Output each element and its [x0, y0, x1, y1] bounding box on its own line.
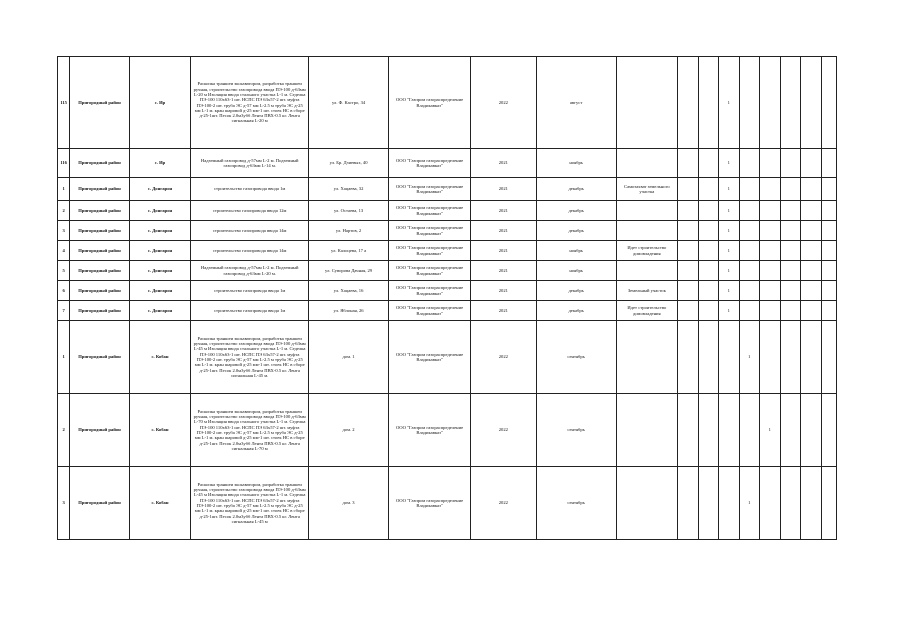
- work-description-cell: Надземный газопровод д-57мм L-2 м. Подземный газопровод д-63мм L-14 м.: [191, 149, 309, 178]
- work-description-cell: строительство газопровода ввода 14м: [191, 241, 309, 261]
- organization-cell: ООО "Газпром газораспределение Владикавказ": [389, 201, 471, 221]
- region-cell: Пригородный район: [70, 321, 129, 394]
- mark-cell: [821, 178, 836, 201]
- row-number: 6: [58, 281, 70, 301]
- organization-cell: ООО "Газпром газораспределение Владикавказ": [389, 281, 471, 301]
- year-cell: 2021: [471, 178, 537, 201]
- year-cell: 2021: [471, 201, 537, 221]
- mark-cell: [801, 281, 822, 301]
- organization-cell: ООО "Газпром газораспределение Владикавказ": [389, 149, 471, 178]
- organization-cell: ООО "Газпром газораспределение Владикавказ": [389, 261, 471, 281]
- table-row: [58, 301, 837, 321]
- note-cell: Самозахват земельного участка: [616, 178, 678, 201]
- organization-cell: ООО "Газпром газораспределение Владикавказ": [389, 394, 471, 467]
- mark-cell: [739, 301, 760, 321]
- mark-cell: [801, 394, 822, 467]
- row-number: 1: [58, 178, 70, 201]
- mark-cell: [719, 467, 740, 540]
- settlement-cell: с. Донгарон: [129, 281, 191, 301]
- mark-cell: [821, 281, 836, 301]
- settlement-cell: с. Донгарон: [129, 301, 191, 321]
- mark-cell: [678, 301, 699, 321]
- region-cell: Пригородный район: [70, 241, 129, 261]
- mark-cell: [678, 281, 699, 301]
- mark-cell: [780, 178, 801, 201]
- address-cell: ул. Ф. Кастро, 34: [309, 57, 389, 149]
- row-number: 5: [58, 261, 70, 281]
- mark-cell: [698, 149, 719, 178]
- mark-cell: [739, 394, 760, 467]
- mark-cell: [698, 321, 719, 394]
- organization-cell: ООО "Газпром газораспределение Владикавказ": [389, 321, 471, 394]
- row-number: 1: [58, 321, 70, 394]
- mark-cell: [780, 281, 801, 301]
- settlement-cell: с. Кобан: [129, 467, 191, 540]
- year-cell: 2022: [471, 394, 537, 467]
- note-cell: [616, 221, 678, 241]
- mark-cell: [739, 178, 760, 201]
- row-number: 7: [58, 301, 70, 321]
- mark-cell: [678, 467, 699, 540]
- mark-cell: [719, 321, 740, 394]
- mark-cell: [780, 149, 801, 178]
- mark-cell: [780, 301, 801, 321]
- mark-cell: [698, 261, 719, 281]
- gasification-table: [57, 56, 837, 540]
- year-cell: 2021: [471, 301, 537, 321]
- month-cell: ноябрь: [536, 261, 616, 281]
- year-cell: 2021: [471, 149, 537, 178]
- mark-cell: [780, 261, 801, 281]
- mark-cell: [678, 261, 699, 281]
- mark-cell: [698, 467, 719, 540]
- mark-cell: [698, 281, 719, 301]
- note-cell: [616, 149, 678, 178]
- settlement-cell: с. Ир: [129, 149, 191, 178]
- settlement-cell: с. Донгарон: [129, 178, 191, 201]
- settlement-cell: с. Ир: [129, 57, 191, 149]
- mark-cell: [821, 394, 836, 467]
- month-cell: сентябрь: [536, 394, 616, 467]
- month-cell: ноябрь: [536, 241, 616, 261]
- table-row: [58, 281, 837, 301]
- mark-cell: [739, 281, 760, 301]
- mark-cell: [821, 221, 836, 241]
- mark-cell: [678, 321, 699, 394]
- address-cell: ул. Остаева, 13: [309, 201, 389, 221]
- mark-cell: [678, 178, 699, 201]
- mark-cell: 1: [719, 57, 740, 149]
- note-cell: Идет строительство домовладения: [616, 301, 678, 321]
- year-cell: 2021: [471, 221, 537, 241]
- mark-cell: [780, 241, 801, 261]
- mark-cell: 1: [719, 241, 740, 261]
- settlement-cell: с. Кобан: [129, 394, 191, 467]
- mark-cell: [698, 301, 719, 321]
- mark-cell: [821, 57, 836, 149]
- mark-cell: [780, 221, 801, 241]
- organization-cell: ООО "Газпром газораспределение Владикавказ": [389, 301, 471, 321]
- mark-cell: 1: [719, 178, 740, 201]
- note-cell: Земельный участок: [616, 281, 678, 301]
- table-row: [58, 221, 837, 241]
- address-cell: ул. Хацаева, 32: [309, 178, 389, 201]
- mark-cell: 1: [719, 221, 740, 241]
- month-cell: август: [536, 57, 616, 149]
- organization-cell: ООО "Газпром газораспределение Владикавказ": [389, 57, 471, 149]
- mark-cell: 1: [719, 261, 740, 281]
- row-number: 116: [58, 149, 70, 178]
- mark-cell: [760, 221, 781, 241]
- mark-cell: [678, 241, 699, 261]
- work-description-cell: Раскопка траншеи экскаватором, разработка траншеи ручная, строительство газопровода ввода ПЭ-100 д-63мм L-45 м Изоляция ввода стального участка L-1 м. Седелка ПЭ-100 110х63-1 шт. НСПС ПЭ 63х57-2 шт. муфта ПЭ-100-2 шт. труба ЭС д-57 мм L-2.5 м труба ЭС д-25 мм L-1 м. кран шаровой д-25 мм-1 шт. стоек НС в сборе д-25-1шт. Песок 2.0м3убб Лента ПВХ-0.5 кг. Лента сигнальная L-45 м.: [191, 321, 309, 394]
- mark-cell: [678, 201, 699, 221]
- mark-cell: [760, 241, 781, 261]
- work-description-cell: строительство газопровода ввода 1м: [191, 281, 309, 301]
- organization-cell: ООО "Газпром газораспределение Владикавказ": [389, 178, 471, 201]
- row-number: 4: [58, 241, 70, 261]
- mark-cell: [739, 57, 760, 149]
- mark-cell: 1: [719, 301, 740, 321]
- note-cell: [616, 201, 678, 221]
- note-cell: [616, 261, 678, 281]
- address-cell: дом. 1: [309, 321, 389, 394]
- month-cell: декабрь: [536, 221, 616, 241]
- month-cell: ноябрь: [536, 149, 616, 178]
- table-row: [58, 57, 837, 149]
- work-description-cell: строительство газопровода ввода 12м: [191, 201, 309, 221]
- settlement-cell: с. Донгарон: [129, 201, 191, 221]
- mark-cell: [739, 201, 760, 221]
- work-description-cell: строительство газопровода ввода 1м: [191, 178, 309, 201]
- mark-cell: [821, 321, 836, 394]
- mark-cell: [760, 261, 781, 281]
- mark-cell: [760, 201, 781, 221]
- settlement-cell: с. Донгарон: [129, 261, 191, 281]
- region-cell: Пригородный район: [70, 394, 129, 467]
- row-number: 2: [58, 394, 70, 467]
- mark-cell: 1: [719, 281, 740, 301]
- mark-cell: [801, 321, 822, 394]
- month-cell: декабрь: [536, 178, 616, 201]
- settlement-cell: с. Донгарон: [129, 221, 191, 241]
- address-cell: ул. Бр. Дзиевых, 40: [309, 149, 389, 178]
- mark-cell: [801, 57, 822, 149]
- mark-cell: 1: [760, 394, 781, 467]
- note-cell: [616, 394, 678, 467]
- mark-cell: [698, 201, 719, 221]
- address-cell: дом. 2: [309, 394, 389, 467]
- mark-cell: [821, 261, 836, 281]
- mark-cell: [821, 301, 836, 321]
- mark-cell: [801, 261, 822, 281]
- mark-cell: [678, 221, 699, 241]
- region-cell: Пригородный район: [70, 57, 129, 149]
- table-row: [58, 394, 837, 467]
- mark-cell: [780, 321, 801, 394]
- month-cell: сентябрь: [536, 321, 616, 394]
- mark-cell: [678, 57, 699, 149]
- year-cell: 2021: [471, 281, 537, 301]
- mark-cell: [780, 394, 801, 467]
- region-cell: Пригородный район: [70, 261, 129, 281]
- work-description-cell: Раскопка траншеи экскаватором, разработка траншеи ручная, строительство газопровода ввода ПЭ-100 д-63мм L-20 м Изоляция ввода стального участка L-1 м. Седелка ПЭ-100 110х63-1 шт. НСПС ПЭ 63х57-2 шт. муфта ПЭ-100-2 шт. труба ЭС д-57 мм L-2.5 м труба ЭС д-25 мм L-1 м. кран шаровой д-25 мм-1 шт. стоек НС в сборе д-25-1шт. Песок 2.0м3убб Лента ПВХ-0.5 кг. Лента сигнальная L-20 м: [191, 57, 309, 149]
- mark-cell: 1: [739, 321, 760, 394]
- year-cell: 2021: [471, 261, 537, 281]
- mark-cell: [760, 178, 781, 201]
- mark-cell: [821, 241, 836, 261]
- organization-cell: ООО "Газпром газораспределение Владикавказ": [389, 221, 471, 241]
- work-description-cell: Раскопка траншеи экскаватором, разработка траншеи ручная, строительство газопровода ввода ПЭ-100 д-63мм L-45 м Изоляция ввода стального участка L-1 м. Седелка ПЭ-100 110х63-1 шт. НСПС ПЭ 63х57-2 шт. муфта ПЭ-100-2 шт. труба ЭС д-57 мм L-2.5 м труба ЭС д-25 мм L-1 м. кран шаровой д-25 мм-1 шт. стоек НС в сборе д-25-1шт. Песок 2.0м3убб Лента ПВХ-0.5 кг. Лента сигнальная L-45 м: [191, 467, 309, 540]
- table-row: [58, 178, 837, 201]
- mark-cell: [760, 301, 781, 321]
- mark-cell: [801, 241, 822, 261]
- mark-cell: [780, 467, 801, 540]
- month-cell: декабрь: [536, 301, 616, 321]
- organization-cell: ООО "Газпром газораспределение Владикавказ": [389, 467, 471, 540]
- mark-cell: [760, 281, 781, 301]
- work-description-cell: Раскопка траншеи экскаватором, разработка траншеи ручная, строительство газопровода ввода ПЭ-100 д-63мм L-70 м Изоляция ввода стального участка L-1 м. Седелка ПЭ-100 110х63-1 шт. НСПС ПЭ 63х57-2 шт. муфта ПЭ-100-2 шт. труба ЭС д-57 мм L-2.5 м труба ЭС д-25 мм L-1 м. кран шаровой д-25 мм-1 шт. стоек НС в сборе д-25-1шт. Песок 2.0м3убб Лента ПВХ-0.5 кг. Лента сигнальная L-70 м: [191, 394, 309, 467]
- region-cell: Пригородный район: [70, 467, 129, 540]
- address-cell: ул. Калоцева, 17 а: [309, 241, 389, 261]
- mark-cell: [821, 149, 836, 178]
- row-number: 115: [58, 57, 70, 149]
- table-row: [58, 201, 837, 221]
- mark-cell: [739, 261, 760, 281]
- month-cell: сентябрь: [536, 467, 616, 540]
- table-row: [58, 467, 837, 540]
- mark-cell: [719, 394, 740, 467]
- mark-cell: [760, 149, 781, 178]
- row-number: 3: [58, 467, 70, 540]
- mark-cell: 1: [719, 201, 740, 221]
- mark-cell: [698, 221, 719, 241]
- mark-cell: [678, 394, 699, 467]
- mark-cell: [780, 201, 801, 221]
- work-description-cell: строительство газопровода ввода 14м: [191, 221, 309, 241]
- region-cell: Пригородный район: [70, 201, 129, 221]
- address-cell: дом. 3: [309, 467, 389, 540]
- table-row: [58, 241, 837, 261]
- mark-cell: [801, 221, 822, 241]
- region-cell: Пригородный район: [70, 301, 129, 321]
- region-cell: Пригородный район: [70, 221, 129, 241]
- year-cell: 2021: [471, 241, 537, 261]
- note-cell: [616, 467, 678, 540]
- mark-cell: [801, 149, 822, 178]
- mark-cell: [739, 221, 760, 241]
- mark-cell: [801, 467, 822, 540]
- mark-cell: [698, 178, 719, 201]
- settlement-cell: с. Донгарон: [129, 241, 191, 261]
- note-cell: [616, 57, 678, 149]
- settlement-cell: с. Кобан: [129, 321, 191, 394]
- mark-cell: [780, 57, 801, 149]
- mark-cell: [739, 149, 760, 178]
- mark-cell: [801, 178, 822, 201]
- work-description-cell: строительство газопровода ввода 1м: [191, 301, 309, 321]
- mark-cell: [760, 57, 781, 149]
- table-row: [58, 321, 837, 394]
- mark-cell: [821, 467, 836, 540]
- month-cell: декабрь: [536, 201, 616, 221]
- mark-cell: 1: [739, 467, 760, 540]
- mark-cell: [698, 57, 719, 149]
- address-cell: ул. Хацаева, 16: [309, 281, 389, 301]
- mark-cell: [801, 301, 822, 321]
- row-number: 3: [58, 221, 70, 241]
- address-cell: ул. Суворова Дачная, 29: [309, 261, 389, 281]
- region-cell: Пригородный район: [70, 178, 129, 201]
- year-cell: 2022: [471, 467, 537, 540]
- organization-cell: ООО "Газпром газораспределение Владикавказ": [389, 241, 471, 261]
- mark-cell: [678, 149, 699, 178]
- table-row: [58, 261, 837, 281]
- year-cell: 2022: [471, 321, 537, 394]
- region-cell: Пригородный район: [70, 149, 129, 178]
- address-cell: ул. Нартов, 2: [309, 221, 389, 241]
- mark-cell: [698, 394, 719, 467]
- row-number: 2: [58, 201, 70, 221]
- mark-cell: [821, 201, 836, 221]
- note-cell: [616, 321, 678, 394]
- mark-cell: 1: [719, 149, 740, 178]
- region-cell: Пригородный район: [70, 281, 129, 301]
- address-cell: ул. Яблоная, 26: [309, 301, 389, 321]
- mark-cell: [739, 241, 760, 261]
- work-description-cell: Надземный газопровод д-57мм L-2 м. Подземный газопровод д-63мм L-20 м.: [191, 261, 309, 281]
- mark-cell: [698, 241, 719, 261]
- mark-cell: [760, 321, 781, 394]
- note-cell: Идет строительство домовладения: [616, 241, 678, 261]
- month-cell: декабрь: [536, 281, 616, 301]
- mark-cell: [760, 467, 781, 540]
- year-cell: 2022: [471, 57, 537, 149]
- table-row: [58, 149, 837, 178]
- mark-cell: [801, 201, 822, 221]
